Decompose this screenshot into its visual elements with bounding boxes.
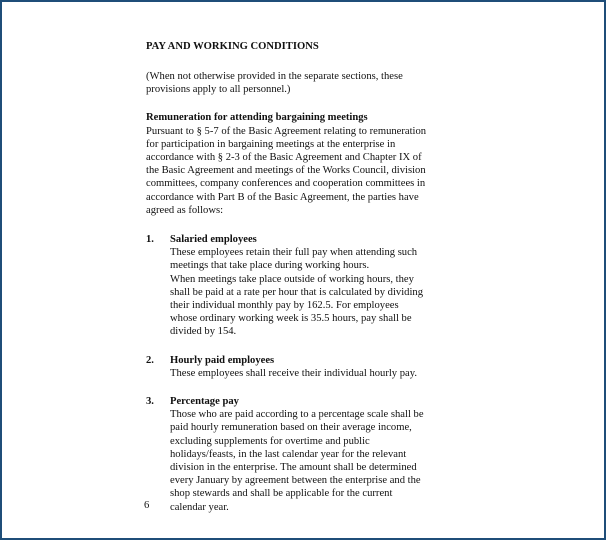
item-line: divided by 154.	[170, 326, 237, 338]
item-text	[170, 367, 446, 380]
section-paragraph	[146, 125, 446, 217]
section-line: the Basic Agreement and meetings of the Works Council, division	[146, 165, 426, 177]
item-line: These employees retain their full pay when attending such	[170, 247, 418, 259]
item-line: their individual monthly pay by 162.5. For employees	[170, 300, 399, 312]
item-line: shall be paid at a rate per hour that is calculated by dividing	[170, 286, 423, 298]
item-heading: Hourly paid employees	[170, 354, 275, 366]
item-line: When meetings take place outside of working hours, they	[170, 273, 414, 285]
section-line: for participation in bargaining meetings at the enterprise in	[146, 138, 396, 150]
section-line: agreed as follows:	[146, 204, 224, 216]
item-number: 2.	[146, 354, 154, 366]
item-number: 1.	[146, 234, 154, 246]
list-item-percentage-pay	[146, 395, 446, 514]
item-line: excluding supplements for overtime and public	[170, 435, 370, 447]
item-heading: Percentage pay	[170, 396, 239, 408]
item-line: division in the enterprise. The amount shall be determined	[170, 462, 417, 474]
section-line: committees, company conferences and cooperation committees in	[146, 178, 426, 190]
item-line: paid hourly remuneration based on their average income,	[170, 422, 412, 434]
item-line: meetings that take place during working hours.	[170, 260, 370, 272]
intro-line: provisions apply to all personnel.)	[146, 84, 291, 96]
item-line: calendar year.	[170, 501, 229, 513]
item-line: Those who are paid according to a percentage scale shall be	[170, 409, 424, 421]
item-text	[170, 408, 446, 514]
section-line: accordance with Part B of the Basic Agreement, the parties have	[146, 191, 419, 203]
item-line: shop stewards and shall be applicable for the current	[170, 488, 393, 500]
item-line: every January by agreement between the enterprise and the	[170, 475, 421, 487]
document-title: PAY AND WORKING CONDITIONS	[146, 41, 319, 52]
section-line: Pursuant to § 5-7 of the Basic Agreement relating to remuneration	[146, 125, 427, 137]
section-heading: Remuneration for attending bargaining meetings	[146, 112, 368, 124]
item-heading: Salaried employees	[170, 234, 257, 246]
page-number: 6	[144, 500, 150, 511]
list-item-salaried-employees	[146, 233, 446, 339]
item-line: holidays/feasts, in the last calendar year for the relevant	[170, 448, 407, 460]
item-text	[170, 246, 446, 338]
document-page	[146, 40, 446, 514]
item-number: 3.	[146, 396, 154, 408]
intro-paragraph	[146, 70, 446, 96]
list-item-hourly-paid-employees	[146, 354, 446, 380]
item-line: These employees shall receive their individual hourly pay.	[170, 367, 418, 379]
item-line: whose ordinary working week is 35.5 hours, pay shall be	[170, 313, 412, 325]
section-line: accordance with § 2-3 of the Basic Agreement and Chapter IX of	[146, 152, 422, 164]
intro-line: (When not otherwise provided in the separate sections, these	[146, 71, 403, 82]
